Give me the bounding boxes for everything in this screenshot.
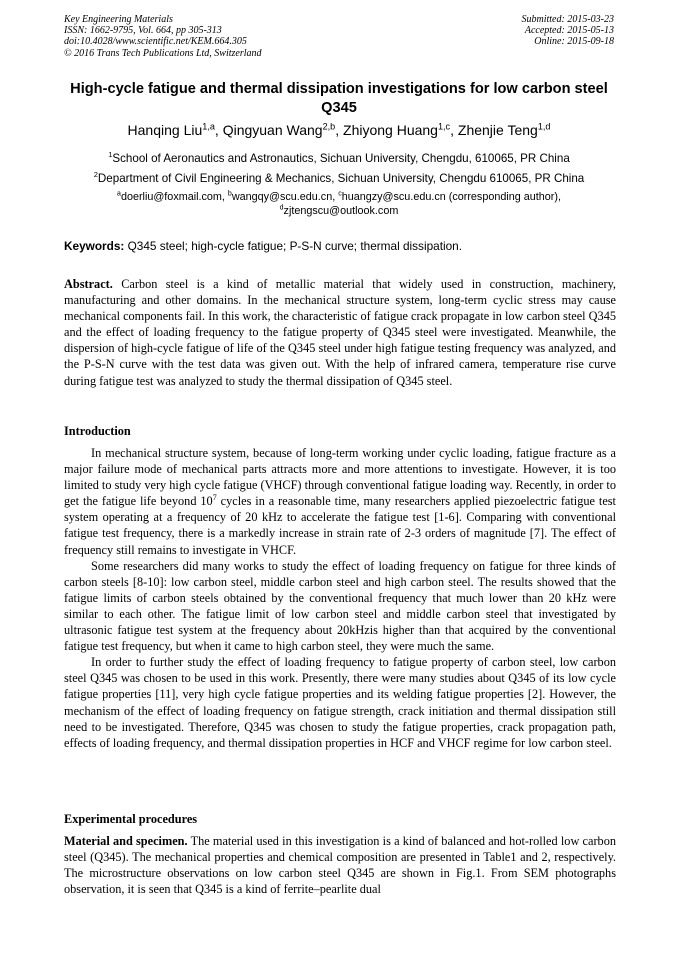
- author-sup: 1,d: [537, 121, 551, 132]
- keywords-text: Q345 steel; high-cycle fatigue; P-S-N curve; thermal dissipation.: [127, 239, 462, 253]
- accepted-date: Accepted: 2015-05-13: [524, 25, 614, 37]
- author-name: Zhiyong Huang: [343, 122, 438, 138]
- paragraph: Some researchers did many works to study the effect of loading frequency on fatigue for three kinds of carbon steels [8-10]: low carbon steel, middle carbon steel and high carbon steel. The results showed that the fatigue limits of carbon steels obtained by the conventional frequency that much lower than 20 kHz were similar to each other. The fatigue limit of low carbon steel and middle carbon steel that investigated by ultrasonic fatigue test system at the frequency about 20kHzis higher than that acquired by the conventional fatigue test frequency, but when it came to high carbon steel, they were much the same.: [64, 558, 616, 654]
- author-list: Hanqing Liu$^{1,a}$, Qingyuan Wang$^{2,b}$, Zhiyong Huang$^{1,c}$, Zhenjie Teng$^{1,d}$: [127, 121, 551, 138]
- abstract-label: Abstract.: [64, 277, 113, 291]
- abstract-text: Carbon steel is a kind of metallic material that widely used in construction, machinery, manufacturing and other domains. In the mechanical structure system, long-term cyclic stress may cause mechanical components fail. In this work, the characteristic of fatigue crack propagate in low carbon steel Q345 and the effect of loading frequency to the fatigue property of Q345 steel were investigated. Meanwhile, the dispersion of high-cycle fatigue of life of the Q345 steel under high fatigue testing frequency was analyzed, and the P-S-N curve with the test data was given out. With the help of infrared camera, temperature rise curve during fatigue test was analyzed to study the thermal dissipation of Q345 steel.: [64, 277, 616, 388]
- copyright: © 2016 Trans Tech Publications Ltd, Switzerland: [64, 47, 262, 59]
- affiliation-1: [40, 151, 638, 166]
- paragraph: The material used in this investigation is a kind of balanced and hot-rolled low carbon steel (Q345). The mechanical properties and chemical composition are presented in Table1 and 2, respectively. The microstructure observations on low carbon steel Q345 are shown in Fig.1. From SEM photographs observation, it is seen that Q345 is a kind of ferrite–pearlite dual: [64, 834, 616, 897]
- keywords: [64, 239, 616, 254]
- paragraph: In order to further study the effect of loading frequency to fatigue property of carbon steel, low carbon steel Q345 was chosen to be used in this work. Presently, there were many studies about Q345 of its low cycle fatigue properties [11], very high cycle fatigue properties and its welding fatigue properties [2]. However, the mechanism of the effect of loading frequency on fatigue strength, crack initiation and thermal dissipation still need to be investigated. Therefore, Q345 was chosen to study the fatigue properties, crack propagation path, effects of loading frequency, and thermal dissipation properties in HCF and VHCF regime for low carbon steel.: [64, 655, 616, 750]
- email-c[interactable]: huangzy@scu.edu.cn (corresponding author),: [341, 191, 561, 203]
- paragraph: In mechanical structure system, because of long-term working under cyclic loading, fatigue fracture as a major failure mode of mechanical parts attracts more and more attentions to investigate. However, it is too limited to study very high cycle fatigue (VHCF) through conventional fatigue loading way. Recently, in order to get the fatigue life beyond $10^7$ cycles in a reasonable time, many researchers applied piezoelectric fatigue test system operating at a frequency of 20 kHz to accelerate the fatigue test [1-6]. Comparing with conventional fatigue test frequency, there is a markedly increase in strain rate of 2-3 orders of magnitude [7]. The effect of frequency still remains to investigate in VHCF.: [64, 446, 616, 557]
- email-a[interactable]: doerliu@foxmail.com,: [120, 191, 225, 203]
- author-sup: 1,a: [202, 121, 215, 132]
- material-and-specimen: [64, 833, 616, 897]
- email-d[interactable]: zjtengscu@outlook.com: [283, 205, 399, 217]
- issn: ISSN: 1662-9795, Vol. 664, pp 305-313: [64, 25, 222, 37]
- email-b[interactable]: wangqy@scu.edu.cn,: [231, 191, 336, 203]
- journal-info: [64, 14, 262, 59]
- submitted-date: Submitted: 2015-03-23: [521, 14, 614, 25]
- author-sup: 2,b: [322, 121, 336, 132]
- journal-name: Key Engineering Materials: [64, 14, 173, 25]
- affiliation-sup: 2: [93, 170, 98, 180]
- author-name: Qingyuan Wang: [222, 122, 323, 138]
- doi: doi:10.4028/www.scientific.net/KEM.664.305: [64, 36, 247, 48]
- author-name: Hanqing Liu: [127, 122, 203, 138]
- section-heading-experimental: Experimental procedures: [64, 812, 198, 826]
- abstract: [64, 276, 616, 389]
- author-emails: $^a$doerliu@foxmail.com, $^b$wangqy@scu.edu.cn, $^c$huangzy@scu.edu.cn (corresponding author), $^d$zjtengscu@outlook.com: [117, 190, 561, 217]
- exponent: 7: [212, 493, 217, 503]
- online-date: Online: 2015-09-18: [534, 36, 614, 48]
- keywords-label: Keywords:: [64, 239, 125, 253]
- subsection-label: Material and specimen.: [64, 834, 188, 848]
- affiliation-sup: 1: [108, 150, 113, 160]
- affiliation-2: [40, 171, 638, 186]
- author-sup: 1,c: [437, 121, 451, 132]
- introduction-body: [64, 445, 616, 751]
- section-heading-introduction: Introduction: [64, 424, 131, 438]
- affiliation-text: Department of Civil Engineering & Mechanics, Sichuan University, Chengdu 610065, PR China: [97, 172, 585, 185]
- author-name: Zhenjie Teng: [457, 122, 538, 138]
- affiliation-text: School of Aeronautics and Astronautics, Sichuan University, Chengdu, 610065, PR China: [112, 152, 570, 165]
- paper-title: High-cycle fatigue and thermal dissipation investigations for low carbon steel Q345: [70, 81, 608, 116]
- publication-dates: [522, 14, 615, 48]
